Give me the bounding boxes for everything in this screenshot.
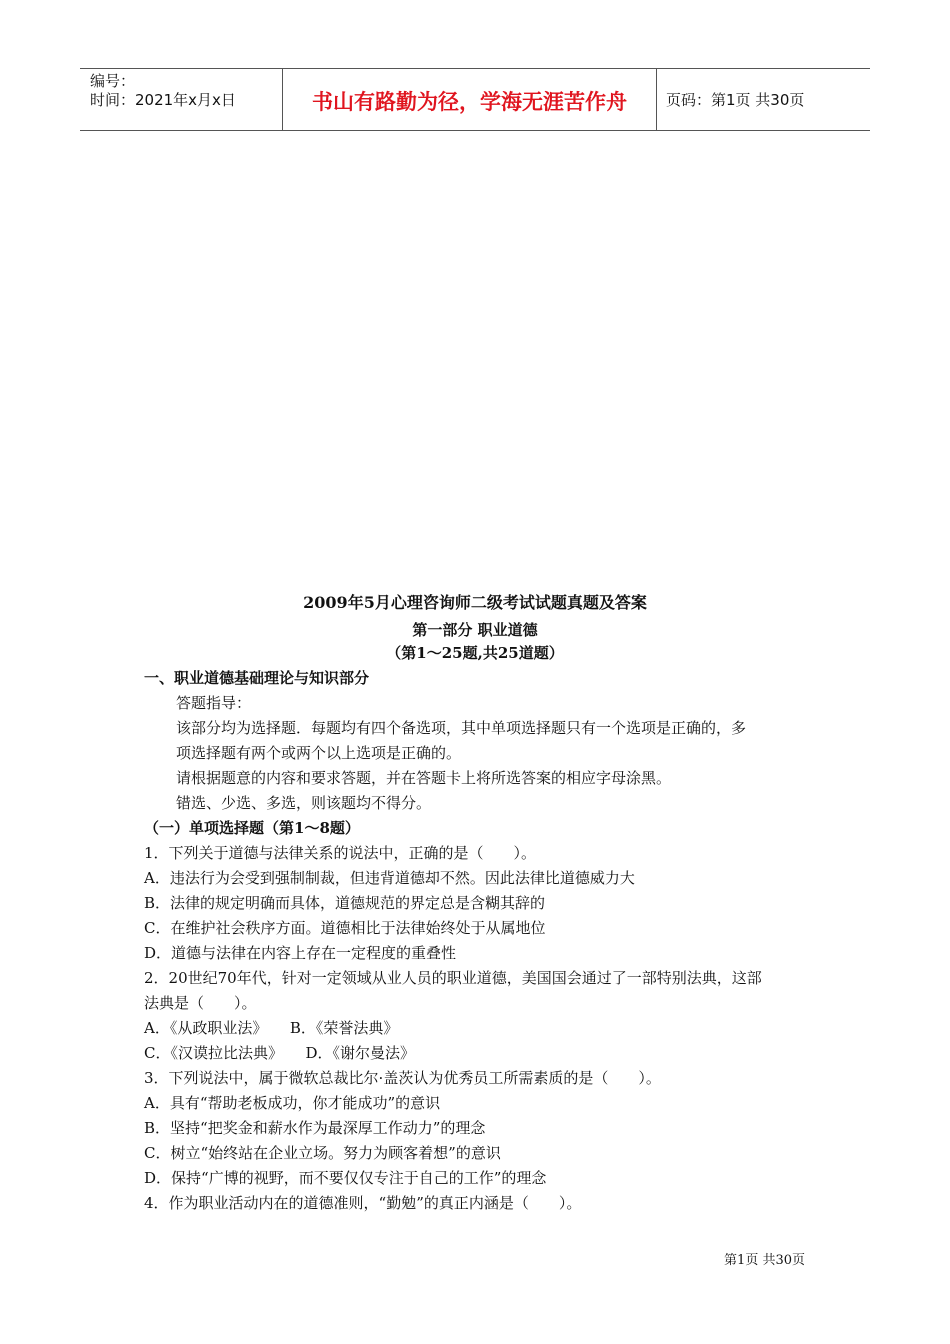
page-code: 页码：第1页 共30页 <box>666 91 805 109</box>
range-heading: （第1～25题,共25道题） <box>386 644 564 662</box>
part-heading: 第一部分 职业道德 <box>412 621 538 639</box>
guide-line: 请根据题意的内容和要求答题，并在答题卡上将所选答案的相应字母涂黑。 <box>176 769 672 787</box>
header-right-cell <box>656 69 870 130</box>
option: A．具有“帮助老板成功，你才能成功”的意识 <box>144 1094 441 1112</box>
guide-label: 答题指导： <box>176 694 252 712</box>
option: A．违法行为会受到强制制裁，但违背道德却不然。因此法律比道德威力大 <box>144 869 635 887</box>
subsection-heading: （一）单项选择题（第1～8题） <box>144 819 360 837</box>
option: D．保持“广博的视野，而不要仅仅专注于自己的工作”的理念 <box>144 1169 547 1187</box>
guide-line: 该部分均为选择题．每题均有四个备选项，其中单项选择题只有一个选项是正确的，多 <box>176 719 747 737</box>
question: 2．20世纪70年代，针对一定领域从业人员的职业道德，美国国会通过了一部特别法典，这部 <box>144 969 762 987</box>
option: B．法律的规定明确而具体，道德规范的界定总是含糊其辞的 <box>144 894 546 912</box>
option: C．树立“始终站在企业立场。努力为顾客着想”的意识 <box>144 1144 501 1162</box>
question: 1．下列关于道德与法律关系的说法中，正确的是（ ）。 <box>144 844 537 862</box>
question: 法典是（ ）。 <box>144 994 257 1012</box>
question: 4．作为职业活动内在的道德准则，“勤勉”的真正内涵是（ ）。 <box>144 1194 582 1212</box>
guide-line: 项选择题有两个或两个以上选项是正确的。 <box>176 744 462 762</box>
serial-label: 编号： <box>90 72 136 90</box>
page-footer: 第1页 共30页 <box>724 1253 805 1268</box>
header-left-cell <box>80 69 282 130</box>
option: C．《汉谟拉比法典》 D．《谢尔曼法》 <box>144 1044 416 1062</box>
page-header <box>80 68 870 131</box>
guide-line: 错选、少选、多选，则该题均不得分。 <box>176 794 432 812</box>
question: 3．下列说法中，属于微软总裁比尔·盖茨认为优秀员工所需素质的是（ ）。 <box>144 1069 661 1087</box>
section-heading: 一、职业道德基础理论与知识部分 <box>144 669 370 687</box>
time-label: 时间：2021年x月x日 <box>90 91 236 109</box>
option: B．坚持“把奖金和薪水作为最深厚工作动力”的理念 <box>144 1119 486 1137</box>
header-middle-cell <box>282 69 657 130</box>
motto: 书山有路勤为径，学海无涯苦作舟 <box>312 90 627 114</box>
option: C．在维护社会秩序方面。道德相比于法律始终处于从属地位 <box>144 919 546 937</box>
option: D．道德与法律在内容上存在一定程度的重叠性 <box>144 944 457 962</box>
option: A．《从政职业法》 B．《荣誉法典》 <box>144 1019 399 1037</box>
doc-title: 2009年5月心理咨询师二级考试试题真题及答案 <box>303 593 647 612</box>
